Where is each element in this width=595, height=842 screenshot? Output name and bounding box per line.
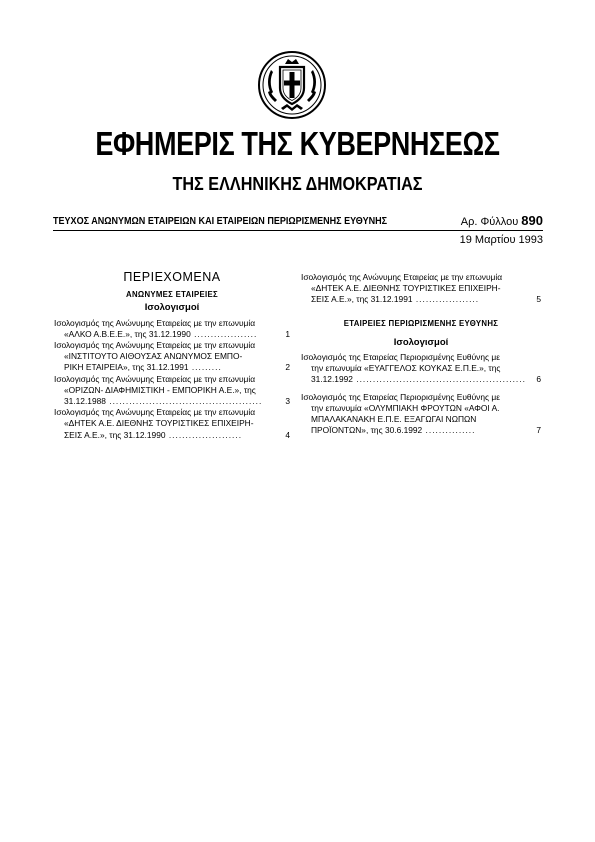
toc-entry[interactable]: [54, 374, 290, 408]
entry-line: «ΟΡΙΖΩΝ- ΔΙΑΦΗΜΙΣΤΙΚΗ - ΕΜΠΟΡΙΚΗ Α.Ε.», της: [64, 384, 256, 395]
entry-page-number: 7: [536, 425, 541, 436]
entry-line: ΜΠΑΛΑΚΑΝΑΚΗ Ε.Π.Ε. ΕΞΑΓΩΓΑΙ ΝΩΠΩΝ: [311, 414, 477, 425]
entry-line: Ισολογισμός της Ανώνυμης Εταιρείας με την επωνυμία: [54, 340, 256, 351]
toc-entry[interactable]: [54, 318, 290, 340]
toc-entry[interactable]: [301, 272, 541, 306]
entry-page-number: 4: [285, 429, 290, 440]
entry-line: «ΔΗΤΕΚ Α.Ε. ΔΙΕΘΝΗΣ ΤΟΥΡΙΣΤΙΚΕΣ ΕΠΙΧΕΙΡΗ-: [64, 418, 254, 429]
section-subheading-balance-sheets: Ισολογισμοί: [144, 302, 200, 314]
entry-page-number: 1: [285, 328, 290, 339]
entry-page-number: 2: [285, 362, 290, 373]
contents-left-column: [54, 272, 290, 441]
entry-line: Ισολογισμός της Ανώνυμης Εταιρείας με την επωνυμία: [54, 317, 256, 328]
entry-line: την επωνυμία «ΕΥΑΓΓΕΛΟΣ ΚΟΥΚΑΣ Ε.Π.Ε.», της: [311, 363, 501, 374]
gazette-title: ΕΦΗΜΕΡΙΣ ΤΗΣ ΚΥΒΕΡΝΗΣΕΩΣ: [95, 125, 500, 162]
entry-line: ΣΕΙΣ Α.Ε.», της 31.12.1990 ......................: [64, 429, 243, 440]
sheet-label: Αρ. Φύλλου: [460, 216, 519, 228]
entry-line: ΣΕΙΣ Α.Ε.», της 31.12.1991 ...................: [311, 294, 480, 305]
gazette-subtitle: ΤΗΣ ΕΛΛΗΝΙΚΗΣ ΔΗΜΟΚΡΑΤΙΑΣ: [172, 174, 423, 194]
header-divider: [53, 230, 543, 231]
section-subheading-balance-sheets: Ισολογισμοί: [393, 336, 449, 348]
toc-entry[interactable]: [301, 392, 541, 437]
issue-line: [53, 213, 543, 231]
sheet-number-value: 890: [521, 213, 543, 228]
entry-page-number: 5: [536, 294, 541, 305]
entry-line: Ισολογισμός της Ανώνυμης Εταιρείας με την επωνυμία: [54, 407, 256, 418]
contents-heading: ΠΕΡΙΕΧΟΜΕΝΑ: [123, 270, 221, 284]
toc-entry[interactable]: [301, 352, 541, 386]
toc-entry[interactable]: [54, 340, 290, 374]
entry-line: ΠΡΟΪΟΝΤΩΝ», της 30.6.1992 ...............: [311, 425, 476, 436]
entry-page-number: 6: [536, 374, 541, 385]
entry-line: 31.12.1992 ...................................................: [311, 374, 526, 385]
entry-line: Ισολογισμός της Ανώνυμης Εταιρείας με την επωνυμία: [54, 373, 256, 384]
entry-line: 31.12.1988 ..............................................: [64, 396, 263, 407]
entry-line: Ισολογισμός της Ανώνυμης Εταιρείας με την επωνυμία: [301, 272, 503, 282]
entry-line: την επωνυμία «ΟΛΥΜΠΙΑΚΗ ΦΡΟΥΤΩΝ «ΑΦΟΙ Α.: [311, 402, 500, 413]
toc-entry[interactable]: [54, 407, 290, 441]
entry-line: ΡΙΚΗ ΕΤΑΙΡΕΙΑ», της 31.12.1991 .........: [64, 362, 222, 373]
contents-right-column: [301, 272, 541, 436]
series-label: ΤΕΥΧΟΣ ΑΝΩΝΥΜΩΝ ΕΤΑΙΡΕΙΩΝ ΚΑΙ ΕΤΑΙΡΕΙΩΝ ΠΕΡΙΩΡΙΣΜΕΝΗΣ ΕΥΘΥΝΗΣ: [53, 215, 388, 227]
entry-line: «ΑΛΚΟ Α.Β.Ε.Ε.», της 31.12.1990 ...................: [64, 328, 258, 339]
entry-page-number: 3: [285, 396, 290, 407]
entry-line: Ισολογισμός της Εταιρείας Περιορισμένης Ευθύνης με: [301, 352, 500, 363]
issue-date: 19 Μαρτίου 1993: [459, 234, 543, 246]
section-heading-sa: ΑΝΩΝΥΜΕΣ ΕΤΑΙΡΕΙΕΣ: [126, 290, 218, 300]
entry-line: «ΔΗΤΕΚ Α.Ε. ΔΙΕΘΝΗΣ ΤΟΥΡΙΣΤΙΚΕΣ ΕΠΙΧΕΙΡΗ-: [311, 283, 501, 294]
entry-line: Ισολογισμός της Εταιρείας Περιορισμένης Ευθύνης με: [301, 391, 500, 402]
sheet-number: [461, 213, 543, 228]
coat-of-arms-icon: [257, 50, 327, 120]
section-heading-ltd: ΕΤΑΙΡΕΙΕΣ ΠΕΡΙΩΡΙΣΜΕΝΗΣ ΕΥΘΥΝΗΣ: [343, 318, 499, 328]
entry-line: «ΙΝΣΤΙΤΟΥΤΟ ΑΙΘΟΥΣΑΣ ΑΝΩΝΥΜΟΣ ΕΜΠΟ-: [64, 351, 243, 362]
